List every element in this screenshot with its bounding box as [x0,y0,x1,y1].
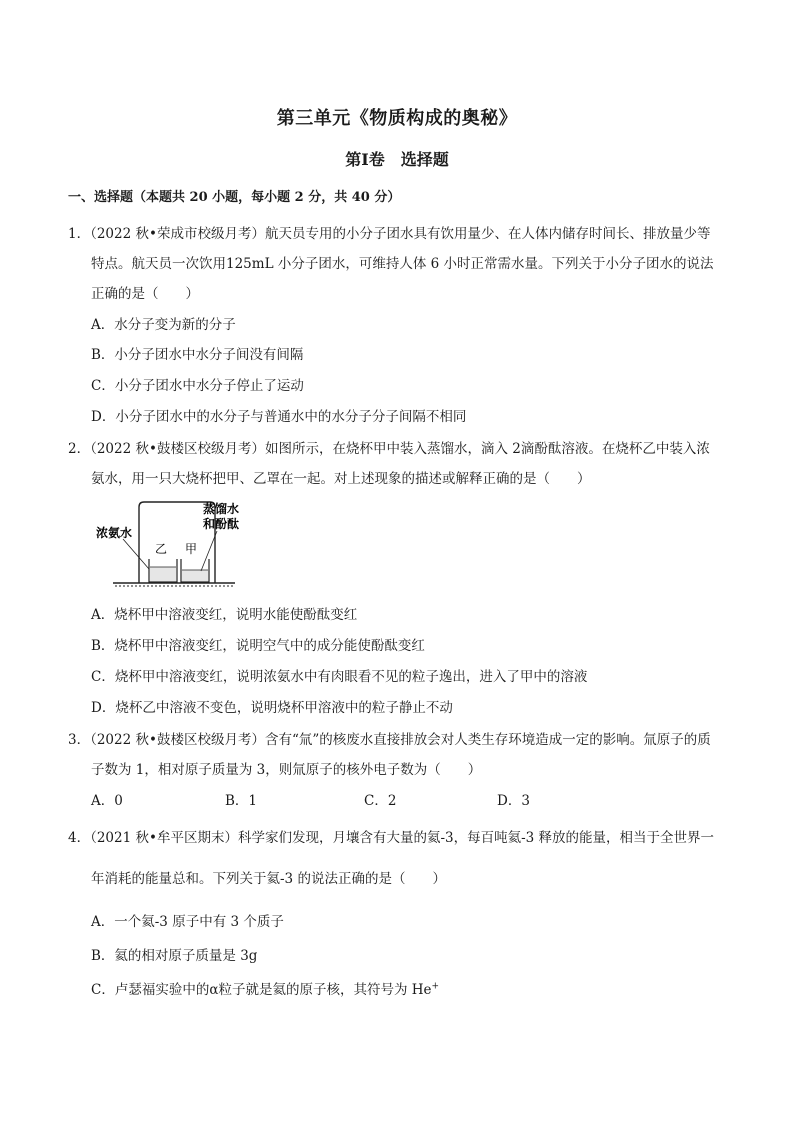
q3-stem-line2: 子数为 1，相对原子质量为 3，则氚原子的核外电子数为（ ） [91,762,482,778]
q1-option-c: C．小分子团水中水分子停止了运动 [91,378,304,394]
label-beaker-yi: 乙 [155,542,168,556]
q4-option-c [91,978,439,998]
label-and-phenolphthalein: 和酚酞 [203,517,240,531]
page-title: 第三单元《物质构成的奥秘》 [276,108,518,129]
q1-option-a: A．水分子变为新的分子 [91,317,236,333]
q2-option-b: B．烧杯甲中溶液变红，说明空气中的成分能使酚酞变红 [91,638,425,654]
q2-option-a: A．烧杯甲中溶液变红，说明水能使酚酞变红 [91,607,358,623]
q1-stem-line3: 正确的是（ ） [91,286,199,302]
beaker-experiment-figure [93,497,241,589]
q4-option-a: A．一个氦-3 原子中有 3 个质子 [91,914,284,930]
q3-option-d: D．3 [497,793,530,809]
q4-option-b: B．氦的相对原子质量是 3g [91,948,258,964]
q2-option-c: C．烧杯甲中溶液变红，说明浓氨水中有肉眼看不见的粒子逸出，进入了甲中的溶液 [91,669,588,685]
label-distilled-water: 蒸馏水 [203,502,240,516]
q3-stem-line1: 3．（2022 秋•鼓楼区校级月考）含有“氚”的核废水直接排放会对人类生存环境造成一定的影响。氚原子的质 [68,732,711,748]
part-name: 选择题 [400,150,449,169]
part-label: 第Ⅰ卷 [345,150,385,169]
label-pointer-left [123,539,149,569]
q2-option-d: D．烧杯乙中溶液不变色，说明烧杯甲溶液中的粒子静止不动 [91,700,453,716]
label-concentrated-ammonia: 浓氨水 [96,526,133,540]
beaker-jia-liquid [182,570,208,581]
label-beaker-jia: 甲 [185,542,198,556]
q2-stem-line2: 氨水，用一只大烧杯把甲、乙罩在一起。对上述现象的描述或解释正确的是（ ） [91,471,591,487]
q4-stem-line1: 4．（2021 秋•牟平区期末）科学家们发现，月壤含有大量的氦-3，每百吨氦-3 释放的能量，相当于全世界一 [68,830,715,846]
q3-option-a: A．0 [91,793,123,809]
section-heading: 一、选择题（本题共 20 小题，每小题 2 分，共 40 分） [68,190,401,205]
q3-option-c: C．2 [364,793,397,809]
beaker-yi-liquid [150,567,176,581]
q1-option-d: D．小分子团水中的水分子与普通水中的水分子分子间隔不相同 [91,409,467,425]
q3-option-b: B．1 [225,793,258,809]
q4-option-c-charge: + [431,981,440,992]
q4-stem-line2: 年消耗的能量总和。下列关于氦-3 的说法正确的是（ ） [91,871,446,887]
part-heading [0,147,794,170]
q1-stem-line2: 特点。航天员一次饮用125mL 小分子团水，可维持人体 6 小时正常需水量。下列关于小分子团水的说法 [91,256,714,272]
q4-option-c-text: C．卢瑟福实验中的α粒子就是氦的原子核，其符号为 He [91,982,432,998]
q1-option-b: B．小分子团水中水分子间没有间隔 [91,347,304,363]
q2-stem-line1: 2．（2022 秋•鼓楼区校级月考）如图所示，在烧杯甲中装入蒸馏水，滴入 2滴酚酞溶液。在烧杯乙中装入浓 [68,441,710,457]
q1-stem-line1: 1．（2022 秋•荣成市校级月考）航天员专用的小分子团水具有饮用量少、在人体内储存时间长、排放量少等 [68,226,711,242]
